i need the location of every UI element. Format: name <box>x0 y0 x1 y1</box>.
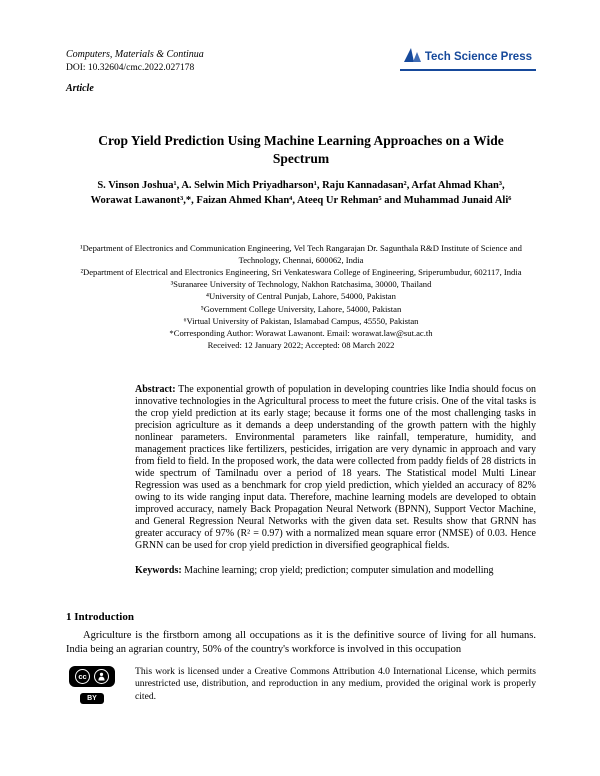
license-text: This work is licensed under a Creative Commons Attribution 4.0 International License, which permits unrestricted use, distribution, and reproduction in any medium, provided the original work is properly cited. <box>135 665 536 702</box>
keywords-label: Keywords: <box>135 565 182 577</box>
article-type-label: Article <box>66 83 94 95</box>
author-line: S. Vinson Joshua¹, A. Selwin Mich Priyadharson¹, Raju Kannadasan², Arfat Ahmad Khan³, <box>97 180 505 192</box>
author-list <box>66 179 536 208</box>
journal-info <box>66 48 204 96</box>
cc-by-badge[interactable] <box>66 666 118 705</box>
by-label: BY <box>80 693 104 704</box>
abstract <box>135 384 536 552</box>
journal-title: Computers, Materials & Continua <box>66 49 204 60</box>
affiliation-line: ³Suranaree University of Technology, Nakhon Ratchasima, 30000, Thailand <box>170 279 432 290</box>
cc-icon: cc <box>75 669 90 684</box>
person-icon <box>94 669 109 684</box>
abstract-label: Abstract: <box>135 384 176 396</box>
abstract-text: The exponential growth of population in developing countries like India should focus on innovative technologies in the Agricultural process to meet the future crisis. One of the vital tasks is the crop yield prediction at its early stage; because it forms one of the most challenging tasks in precision agriculture as it demands a deep understanding of the growth pattern with the highly nonlinear parameters. Environmental parameters like rainfall, temperature, humidity, and management practices like fertilizers, pesticides, irrigation are very dynamic in approach and vary from field to field. In the proposed work, the data were collected from paddy fields of 28 districts in wide spectrum of Tamilnadu over a period of 18 years. The Statistical model Multi Linear Regression was used as a benchmark for crop yield prediction, which yielded an accuracy of 82% owing to its wide ranging input data. Therefore, machine learning models are developed to obtain improved accuracy, namely Back Propagation Neural Network (BPNN), Support Vector Machine, and General Regression Neural Networks with the given data set. Results show that GRNN has greater accuracy of 97% (R² = 0.97) with a normalized mean square error (NMSE) of 0.03. Hence GRNN can be used for crop yield prediction in diversified geographical fields. <box>135 384 536 552</box>
received-accepted-line: Received: 12 January 2022; Accepted: 08 March 2022 <box>207 340 395 351</box>
doi: DOI: 10.32604/cmc.2022.027178 <box>66 62 195 73</box>
affiliation-line: ⁶Virtual University of Pakistan, Islamabad Campus, 45550, Pakistan <box>183 315 419 326</box>
keywords-text: Machine learning; crop yield; prediction; computer simulation and modelling <box>184 565 494 577</box>
affiliation-line: ⁴University of Central Punjab, Lahore, 54000, Pakistan <box>206 291 396 302</box>
license-footer <box>66 666 536 705</box>
affiliation-line: ¹Department of Electronics and Communication Engineering, Vel Tech Rangarajan Dr. Sagunthala R&D Institute of Science and Technology, Chennai, 600062, India <box>80 242 522 265</box>
publisher-logo-icon <box>404 48 421 66</box>
corresponding-author-line[interactable]: *Corresponding Author: Worawat Lawanont. Email: worawat.law@sut.ac.th <box>169 328 433 339</box>
affiliations-block <box>66 242 536 352</box>
introduction-paragraph: Agriculture is the firstborn among all occupations as it is the definitive source of living for all humans. India being an agrarian country, 50% of the country's workforce is involved in this occupation <box>66 630 536 656</box>
section-heading-introduction: 1 Introduction <box>66 611 134 624</box>
affiliation-line: ⁵Government College University, Lahore, 54000, Pakistan <box>200 303 402 314</box>
author-line: Worawat Lawanont³,*, Faizan Ahmed Khan⁴, Ateeq Ur Rehman⁵ and Muhammad Junaid Ali⁶ <box>90 194 512 206</box>
paper-title: Crop Yield Prediction Using Machine Learning Approaches on a Wide Spectrum <box>98 132 504 167</box>
publisher-name: Tech Science Press <box>424 51 532 63</box>
cc-pill <box>69 666 115 687</box>
publisher-logo[interactable] <box>400 48 536 71</box>
page-header <box>66 48 536 96</box>
keywords <box>135 565 536 577</box>
affiliation-line: ²Department of Electrical and Electronics Engineering, Sri Venkateswara College of Engineering, Sriperumbudur, 602117, India <box>80 267 522 278</box>
